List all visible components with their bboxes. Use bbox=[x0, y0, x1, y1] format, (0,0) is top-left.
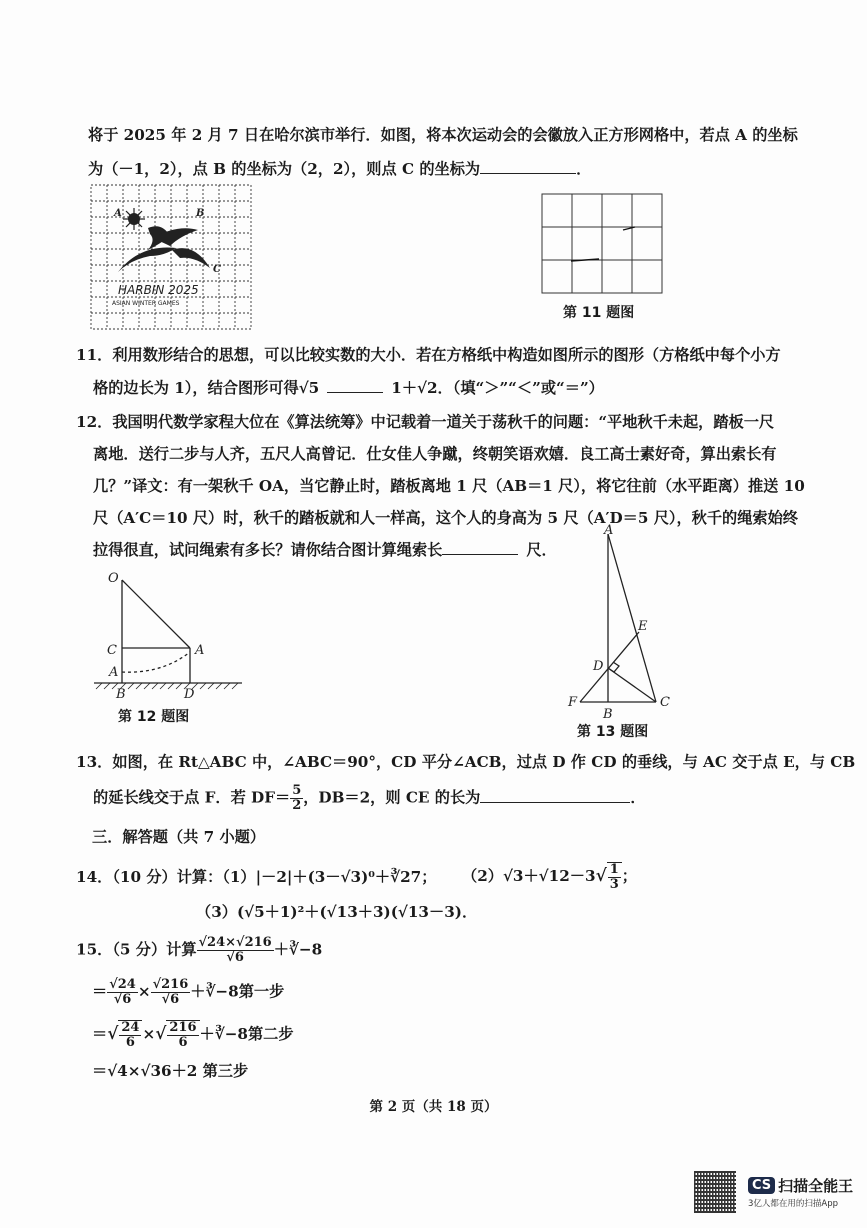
page-number: 第 2 页（共 18 页） bbox=[369, 1099, 498, 1115]
q13-triangle-figure bbox=[560, 522, 680, 722]
q11-line-1: 11．利用数形结合的思想，可以比较实数的大小．若在方格纸中构造如图所示的图形（方格纸中每个小方 bbox=[76, 346, 781, 364]
emblem-label-a: A bbox=[114, 208, 122, 219]
q14-part-2-end: ； bbox=[621, 867, 637, 885]
q12-line-5 bbox=[93, 539, 557, 560]
emblem-label-c: C bbox=[213, 264, 221, 275]
emblem-wordmark: HARBIN 2025 bbox=[118, 283, 199, 297]
q12-swing-figure bbox=[92, 568, 252, 700]
scanner-watermark bbox=[748, 1175, 854, 1209]
q15-text-b: ＋∛−8 bbox=[273, 940, 323, 959]
section-3-title: 三．解答题（共 7 小题） bbox=[92, 828, 266, 846]
q12-line-3: 几？”译文：有一架秋千 OA，当它静止时，踏板离地 1 尺（AB＝1 尺），将它往前（水平距离）推送 10 bbox=[93, 477, 805, 495]
q12-caption: 第 12 题图 bbox=[118, 709, 190, 725]
emblem-label-b: B bbox=[196, 208, 205, 219]
qr-code-icon bbox=[694, 1171, 736, 1213]
q11-text-a: 格的边长为 1），结合图形可得√5 bbox=[93, 379, 320, 397]
intro-text-a: 为（－1，2），点 B 的坐标为（2，2），则点 C 的坐标为 bbox=[88, 160, 481, 178]
q12-line-2: 离地．送行二步与人齐，五尺人高曾记．仕女佳人争蹴，终朝笑语欢嬉．良工高士素好奇，算出索长有 bbox=[93, 445, 777, 463]
q12-line-4: 尺（A′C＝10 尺）时，秋千的踏板就和人一样高，这个人的身高为 5 尺（A′D＝5 尺），秋千的绳索始终 bbox=[93, 509, 798, 527]
q13-caption: 第 13 题图 bbox=[577, 724, 649, 740]
emblem-subtitle: ASIAN WINTER GAMES bbox=[112, 300, 180, 307]
emblem-grid-figure bbox=[90, 184, 254, 332]
q15-step2-frac-1: $\frac{24}{6}$ bbox=[118, 1020, 142, 1050]
q13-line-1: 13．如图，在 Rt△ABC 中，∠ABC＝90°，CD 平分∠ACB，过点 D 作 CD 的垂线，与 AC 交于点 E，与 CB bbox=[76, 753, 856, 771]
scanner-brand-name: 扫描全能王 bbox=[778, 1177, 854, 1195]
q12-line-1: 12．我国明代数学家程大位在《算法统筹》中记载着一道关于荡秋千的问题：“平地秋千未起，踏板一尺 bbox=[76, 413, 775, 431]
q13-label-a: A bbox=[604, 523, 614, 538]
q13-text-a: 的延长线交于点 F．若 DF＝ bbox=[93, 788, 291, 807]
intro-line-2 bbox=[88, 158, 591, 179]
q13-line-2 bbox=[93, 784, 646, 813]
q13-label-c: C bbox=[660, 695, 670, 710]
q13-label-d: D bbox=[593, 659, 604, 674]
cs-logo-icon: CS bbox=[748, 1177, 775, 1194]
q11-caption: 第 11 题图 bbox=[563, 305, 635, 321]
q15-step-1: ＝ $\frac{√24}{√6}$ × $\frac{√216}{√6}$ ＋∛−8第一步 bbox=[92, 977, 285, 1007]
q15-text-a: 15．（5 分）计算 bbox=[76, 940, 197, 959]
intro-line-1: 将于 2025 年 2 月 7 日在哈尔滨市举行．如图，将本次运动会的会徽放入正方形网格中，若点 A 的坐标 bbox=[88, 126, 798, 144]
intro-text-b: ． bbox=[576, 160, 592, 178]
q12-text-a: 拉得很直，试问绳索有多长？请你结合图计算绳索长 bbox=[93, 541, 443, 559]
q12-label-o: O bbox=[108, 571, 119, 586]
q14-part-2-fraction: $\frac{1}{3}$ bbox=[607, 862, 622, 892]
q15-step-2: ＝√ $\frac{24}{6}$ ×√ $\frac{216}{6}$ ＋∛−8第二步 bbox=[92, 1020, 294, 1050]
answer-blank-q12[interactable] bbox=[442, 540, 518, 555]
q14-part-3: （3）(√5＋1)²＋(√13＋3)(√13－3)． bbox=[196, 903, 478, 921]
q13-text-c: ． bbox=[630, 788, 646, 807]
scanner-tagline: 3亿人都在用的扫描App bbox=[748, 1199, 839, 1209]
q13-label-e: E bbox=[638, 619, 648, 634]
q12-label-b: B bbox=[116, 687, 126, 700]
q13-fraction: $\frac{5}{2}$ bbox=[292, 783, 302, 813]
q13-label-f: F bbox=[568, 695, 578, 710]
q13-text-b: ，DB＝2，则 CE 的长为 bbox=[303, 788, 481, 807]
q15-step1-frac-2: $\frac{√216}{√6}$ bbox=[152, 977, 189, 1007]
q14-part-2-text: （2）√3＋√12－3 bbox=[462, 867, 596, 885]
q12-text-b: 尺． bbox=[526, 541, 557, 559]
q15-fraction: $\frac{√24\times√216}{√6}$ bbox=[198, 935, 272, 965]
q11-line-2 bbox=[93, 377, 604, 398]
q11-grid-figure bbox=[541, 193, 666, 296]
q12-label-d: D bbox=[184, 687, 195, 700]
q12-label-a-prime: A bbox=[109, 665, 119, 680]
answer-blank-q13[interactable] bbox=[480, 788, 630, 803]
q14-part-1: 14．（10 分）计算：（1）|－2|＋(3－√3)⁰＋∛27； bbox=[76, 868, 437, 886]
answer-blank-q10[interactable] bbox=[480, 159, 576, 174]
q13-label-b: B bbox=[603, 707, 613, 722]
q15-step-3: ＝√4×√36＋2 第三步 bbox=[92, 1062, 249, 1080]
q15-line-1 bbox=[76, 936, 322, 965]
q12-label-a: A bbox=[195, 643, 205, 658]
q12-label-c: C bbox=[107, 643, 117, 658]
q15-step2-frac-2: $\frac{216}{6}$ bbox=[166, 1020, 199, 1050]
answer-blank-q11[interactable] bbox=[327, 378, 383, 393]
q11-text-b: 1＋√2．（填“＞”“＜”或“＝”） bbox=[391, 379, 604, 397]
q15-step1-frac-1: $\frac{√24}{√6}$ bbox=[109, 977, 136, 1007]
q14-part-2: （2）√3＋√12－3√ $\frac{1}{3}$ ； bbox=[462, 862, 637, 892]
